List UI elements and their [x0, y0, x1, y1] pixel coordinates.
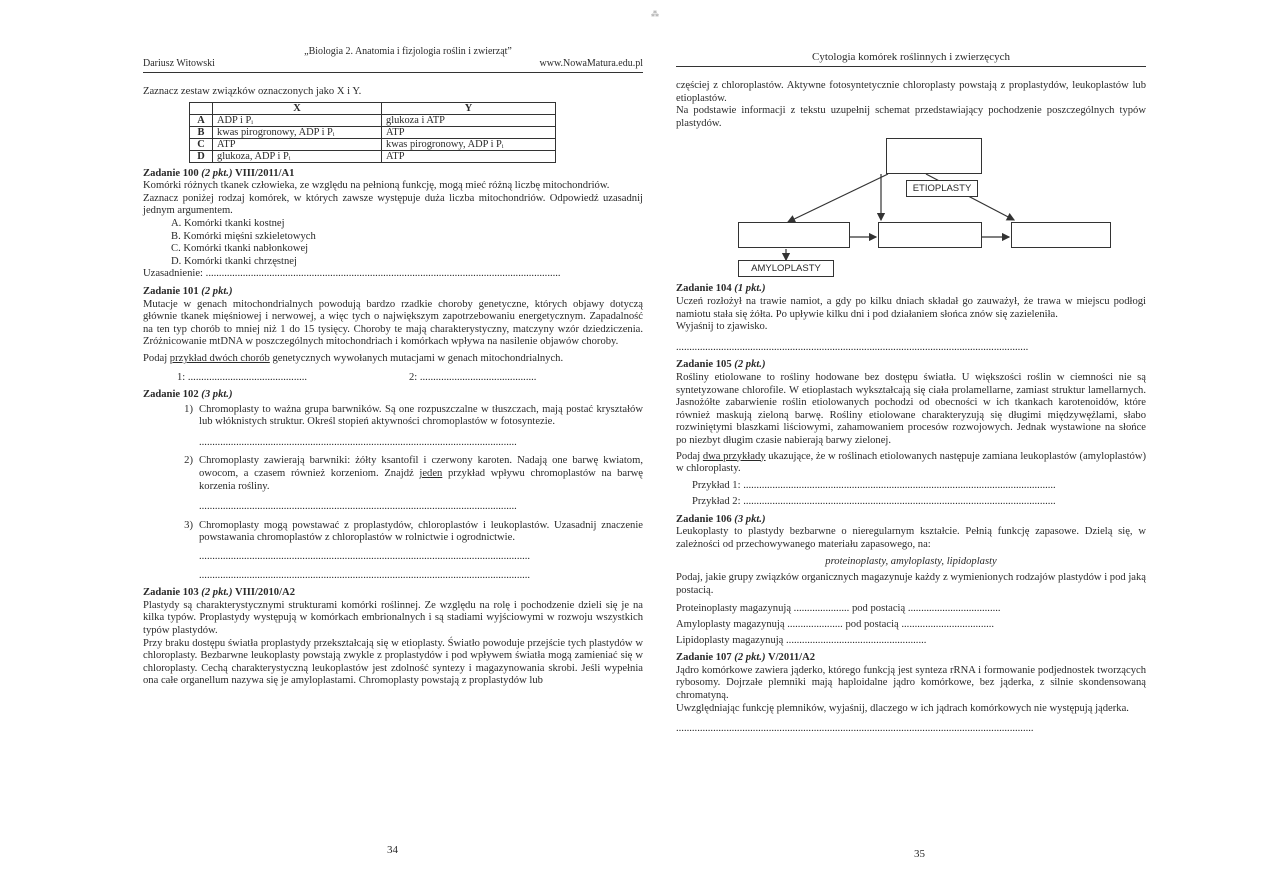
task-points: (3 pkt.)	[734, 513, 766, 525]
task-number: Zadanie 103	[143, 587, 199, 599]
chapter-title: Cytologia komórek roślinnych i zwierzęcych	[812, 51, 1010, 63]
plastid-diagram	[676, 136, 1146, 278]
fill-line-proteinoplasty[interactable]: Proteinoplasty magazynują ..................... pod postacią ...................................	[676, 603, 1001, 615]
example-field-2[interactable]: Przykład 2: ......................................................................................................................	[692, 496, 1056, 508]
blank-box-left[interactable]	[738, 222, 850, 248]
q101-p2	[143, 353, 643, 366]
q103-p2: Przy braku dostępu światła proplastydy przekształcają się w etioplasty. Światło powoduje przejście tych plastydów w chloroplasty. Bezbarwne leukoplasty powstają zwykle z proplastydów i pod wpływem światła mogą zamieniać się w chloroplasty. Cechą charakterystyczną leukoplastów jest zdolność syntezy i magazynowania skrobi. Jeśli wypełnia ona całe organellum nazywa się je amyloplastami. Chromoplasty powstają z proplastydów lub	[143, 637, 643, 687]
answer-option-d[interactable]: D. Komórki tkanki chrzęstnej	[171, 255, 297, 267]
q100-p2: Zaznacz poniżej rodzaj komórek, w których zawsze występuje duża liczba mitochondriów. Odpowiedź uzasadnij jednym argumentem.	[143, 192, 643, 217]
q102-sub1	[143, 404, 643, 429]
task-points: (2 pkt.)	[734, 359, 766, 371]
website: www.NowaMatura.edu.pl	[539, 58, 643, 69]
row-letter: A	[190, 114, 213, 126]
task-points: (2 pkt.)	[201, 167, 233, 179]
q105-p2	[676, 451, 1146, 476]
etioplasty-box: ETIOPLASTY	[906, 180, 978, 197]
answer-option-b[interactable]: B. Komórki mięśni szkieletowych	[171, 230, 316, 242]
task-code: VIII/2011/A1	[234, 167, 295, 179]
q100-title	[143, 168, 643, 181]
scan-mark: ⁂	[651, 10, 659, 19]
task-number: Zadanie 105	[676, 359, 732, 371]
cell-x: ADP i Pᵢ	[213, 114, 382, 126]
row-letter: D	[190, 150, 213, 162]
cell-x: kwas pirogronowy, ADP i Pᵢ	[213, 126, 382, 138]
text: przykład wpływu chromoplastów na barwę korzenia rośliny.	[199, 468, 643, 492]
answer-field-1[interactable]: 1: .............................................	[177, 371, 308, 383]
q106-p1: Leukoplasty to plastydy bezbarwne o nieregularnym kształcie. Pełnią funkcję zapasowe. Dzielą się, w zależności od przechowywanego materiału zapasowego, na:	[676, 526, 1146, 551]
cell-y: kwas pirogronowy, ADP i Pᵢ	[382, 138, 556, 150]
text: ukazujące, że w roślinach etiolowanych następuje zamiana leukoplastów (amyloplastów) w chloroplasty.	[676, 450, 1146, 475]
answer-dots[interactable]: .....................................................................................................................................	[676, 341, 1029, 353]
q103-p1: Plastydy są charakterystycznymi strukturami komórki roślinnej. Ze względu na rolę i pochodzenie dzieli się je na kilka typów. Proplastydy występują w komórkach embrionalnych i są stadiami wyjściowymi w rozwoju wszystkich typów plastydów.	[143, 599, 643, 636]
q104-p1: Uczeń rozłożył na trawie namiot, a gdy po kilku dniach składał go zauważył, że trawa w miejscu podłogi namiotu stała się żółta. Po upływie kilku dni i pod działaniem słońca znów się zazieleniła.	[676, 295, 1146, 320]
row-letter: B	[190, 126, 213, 138]
sub-number: 3)	[184, 519, 193, 531]
task-points: (2 pkt.)	[201, 587, 233, 599]
text: Podaj	[143, 352, 168, 364]
q101-answers	[143, 372, 643, 385]
q106-p2: Podaj, jakie grupy związków organicznych magazynuje każdy z wymienionych rodzajów plastydów i pod jaką postacią.	[676, 572, 1146, 596]
q103-cont-p2: Na podstawie informacji z tekstu uzupełnij schemat przedstawiający pochodzenie poszczególnych typów plastydów.	[676, 105, 1146, 129]
q107-title	[676, 652, 1146, 665]
answer-option-c[interactable]: C. Komórki tkanki nabłonkowej	[171, 243, 309, 255]
justify-label: Uzasadnienie:	[143, 268, 204, 280]
q100-p1: Komórki różnych tkanek człowieka, ze względu na pełnioną funkcję, mogą mieć różną liczbę mitochondriów.	[143, 180, 610, 192]
task-number: Zadanie 104	[676, 283, 732, 295]
task-number: Zadanie 102	[143, 389, 199, 401]
example-field-1[interactable]: Przykład 1: ......................................................................................................................	[692, 479, 1056, 491]
text: Podaj	[676, 450, 701, 462]
fill-line-lipidoplasty[interactable]: Lipidoplasty magazynują .....................................................	[676, 634, 927, 646]
underlined-text: dwa przykłady	[702, 450, 766, 462]
row-letter: C	[190, 138, 213, 150]
task-number: Zadanie 107	[676, 652, 732, 664]
task-code: VIII/2010/A2	[234, 587, 295, 599]
amyloplasty-box: AMYLOPLASTY	[738, 260, 834, 277]
blank-box-right[interactable]	[1011, 222, 1111, 248]
xy-corner	[190, 102, 213, 114]
answer-field-2[interactable]: 2: ............................................	[409, 371, 537, 383]
answer-dots[interactable]: .......................................................................................................................................	[676, 723, 1034, 735]
cell-y: ATP	[382, 150, 556, 162]
q105-p1: Rośliny etiolowane to rośliny hodowane bez dostępu światła. U większości roślin w ciemności nie są syntetyzowane chlorofile. W etioplastach wykształcają się ciała prolamellarne, zamiast struktur lamellarnych. Jasnożółte zabarwienie roślin etiolowanych pochodzi od obecności w ich tkankach karotenoidów, które również maskują zieloną barwę. Rośliny etiolowane charakteryzują się długimi międzywęźlami, słabo rozwiniętymi blaszkami liściowymi, zahamowaniem procesów rozwojowych. Jednak wystawione na słońce po niezbyt długim czasie nabierają barwy zielonej.	[676, 371, 1146, 446]
task-points: (2 pkt.)	[734, 652, 766, 664]
q101-p1: Mutacje w genach mitochondrialnych powodują bardzo rzadkie choroby genetyczne, których objawy dotyczą głównie tkanek mięśniowej i nerwowej, a więc tych o największym zapotrzebowaniu energetycznym. Zapadalność na ten typ chorób to mniej niż 1 do 15 tysięcy. Choroby te mają charakterystyczny, matczyny wzór dziedziczenia. Zróżnicowanie mtDNA w poszczególnych mitochondriach i komórkach wpływa na nasilenie objawów choroby.	[143, 298, 643, 348]
left-body	[143, 86, 643, 688]
cell-x: ATP	[213, 138, 382, 150]
q102-title	[143, 389, 643, 402]
col-y-header: Y	[382, 102, 556, 114]
table-row[interactable]	[190, 114, 556, 126]
arrow-top-to-left	[788, 174, 888, 222]
answer-option-a[interactable]: A. Komórki tkanki kostnej	[171, 217, 285, 229]
q103-title	[143, 587, 643, 600]
blank-box-middle[interactable]	[878, 222, 982, 248]
right-page	[676, 0, 1146, 893]
underlined-text: jeden	[419, 468, 443, 480]
underlined-text: przykład dwóch chorób	[169, 352, 270, 364]
left-page	[143, 0, 643, 893]
xy-table	[189, 102, 556, 163]
header-rule	[143, 72, 643, 73]
q103-cont-p1: częściej z chloroplastów. Aktywne fotosyntetycznie chloroplasty powstają z proplastydów, leukoplastów lub etioplastów.	[676, 80, 1146, 104]
page-number: 34	[387, 844, 398, 856]
q105-title	[676, 359, 1146, 372]
q102-sub3	[143, 520, 643, 545]
q106-title	[676, 514, 1146, 527]
q104-p2: Wyjaśnij to zjawisko.	[676, 321, 768, 333]
q106-types: proteinoplasty, amyloplasty, lipidoplasty	[825, 555, 997, 567]
right-header	[676, 51, 1146, 63]
answer-dots[interactable]: ......................................................................................................................................	[205, 268, 561, 280]
author: Dariusz Witowski	[143, 58, 215, 69]
task-number: Zadanie 100	[143, 167, 199, 179]
q107-p2: Uwzględniając funkcję plemników, wyjaśnij, dlaczego w ich jądrach komórkowych nie występują jąderka.	[676, 702, 1129, 714]
answer-dots[interactable]: .............................................................................................................................	[199, 569, 531, 581]
fill-line-amyloplasty[interactable]: Amyloplasty magazynują ..................... pod postacią ...................................	[676, 619, 995, 631]
cell-y: ATP	[382, 126, 556, 138]
answer-dots[interactable]: ........................................................................................................................	[199, 436, 517, 448]
q100-justify-field[interactable]	[143, 268, 643, 281]
left-header	[143, 46, 643, 69]
cell-x: glukoza, ADP i Pᵢ	[213, 150, 382, 162]
sub-text	[199, 455, 643, 493]
task-code: V/2011/A2	[767, 652, 816, 664]
answer-dots[interactable]: .............................................................................................................................	[199, 551, 531, 563]
cell-y: glukoza i ATP	[382, 114, 556, 126]
task-number: Zadanie 106	[676, 513, 732, 525]
q99-intro: Zaznacz zestaw związków oznaczonych jako X i Y.	[143, 86, 362, 97]
task-number: Zadanie 101	[143, 285, 199, 297]
text: Chromoplasty zawierają barwniki: żółty ksantofil i czerwony karoten. Nadają one barwę kwiatom, owocom, a czasem również korzeniom. Znajdź	[199, 455, 643, 480]
book-title: „Biologia 2. Anatomia i fizjologia roślin i zwierząt”	[304, 46, 512, 57]
table-row[interactable]	[190, 150, 556, 162]
right-body	[676, 80, 1146, 736]
sub-text: Chromoplasty mogą powstawać z proplastydów, chloroplastów i leukoplastów. Uzasadnij znaczenie powstawania chromoplastów z chloroplastów w rolnictwie i ogrodnictwie.	[199, 519, 643, 544]
page-number: 35	[914, 848, 925, 860]
col-x-header: X	[213, 102, 382, 114]
sub-number: 2)	[184, 455, 193, 467]
table-row[interactable]	[190, 126, 556, 138]
q107-p1: Jądro komórkowe zawiera jąderko, którego funkcją jest synteza rRNA i formowanie podjednostek tworzących rybosomy. Dojrzałe plemniki mają haploidalne jądro komórkowe, bez jąderka, z silnie skondensowaną chromatyną.	[676, 664, 1146, 701]
task-points: (2 pkt.)	[201, 285, 233, 297]
text: genetycznych wywołanych mutacjami w genach mitochondrialnych.	[272, 352, 564, 364]
sub-text: Chromoplasty to ważna grupa barwników. Są one rozpuszczalne w tłuszczach, mają postać kryształów lub włóknistych struktur. Określ stopień aktywności chromoplastów w fotosyntezie.	[199, 403, 643, 428]
sub-number: 1)	[184, 403, 193, 415]
blank-box-top[interactable]	[886, 138, 982, 174]
q104-title	[676, 283, 1146, 296]
answer-dots[interactable]: ........................................................................................................................	[199, 501, 517, 513]
table-row[interactable]	[190, 138, 556, 150]
task-points: (1 pkt.)	[734, 283, 766, 295]
q102-sub2	[143, 455, 643, 493]
q101-title	[143, 286, 643, 299]
task-points: (3 pkt.)	[201, 389, 233, 401]
header-rule	[676, 66, 1146, 67]
